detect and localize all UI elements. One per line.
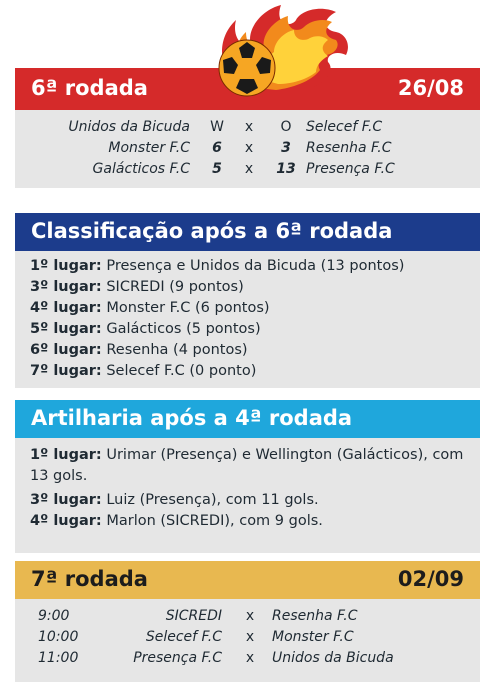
list-item: 1º lugar: Presença e Unidos da Bicuda (13 pontos)	[30, 258, 405, 274]
flaming-soccer-ball-icon	[196, 0, 356, 110]
classification-title: Classificação após a 6ª rodada	[31, 219, 393, 243]
match-row: Monster F.C 6 x 3 Resenha F.C	[108, 140, 392, 156]
match-row: Unidos da Bicuda W x O Selecef F.C	[68, 119, 383, 135]
list-item: 7º lugar: Selecef F.C (0 ponto)	[30, 363, 257, 379]
scorers-title: Artilharia após a 4ª rodada	[31, 406, 353, 430]
list-item: 3º lugar: Luiz (Presença), com 11 gols.	[30, 492, 319, 508]
list-item: 4º lugar: Monster F.C (6 pontos)	[30, 300, 270, 316]
game-row: 11:00 Presença F.C x Unidos da Bicuda	[38, 650, 394, 666]
scorers-header	[15, 400, 480, 438]
game-row: 9:00 SICREDI x Resenha F.C	[38, 608, 358, 624]
list-item: 5º lugar: Galácticos (5 pontos)	[30, 321, 261, 337]
classification-header	[15, 213, 480, 251]
list-item: 3º lugar: SICREDI (9 pontos)	[30, 279, 244, 295]
round7-header	[15, 561, 480, 599]
round7-date: 02/09	[397, 567, 464, 591]
round6-title: 6ª rodada	[31, 76, 148, 100]
game-row: 10:00 Selecef F.C x Monster F.C	[38, 629, 354, 645]
match-row: Galácticos F.C 5 x 13 Presença F.C	[92, 161, 395, 177]
list-item: 4º lugar: Marlon (SICREDI), com 9 gols.	[30, 513, 323, 529]
round7-title: 7ª rodada	[31, 567, 148, 591]
round6-date: 26/08	[397, 76, 464, 100]
list-item: 6º lugar: Resenha (4 pontos)	[30, 342, 248, 358]
list-item: 1º lugar: Urimar (Presença) e Wellington (Galácticos), com 13 gols.	[30, 447, 464, 484]
scorers-list	[30, 445, 470, 532]
classification-list	[30, 256, 470, 382]
